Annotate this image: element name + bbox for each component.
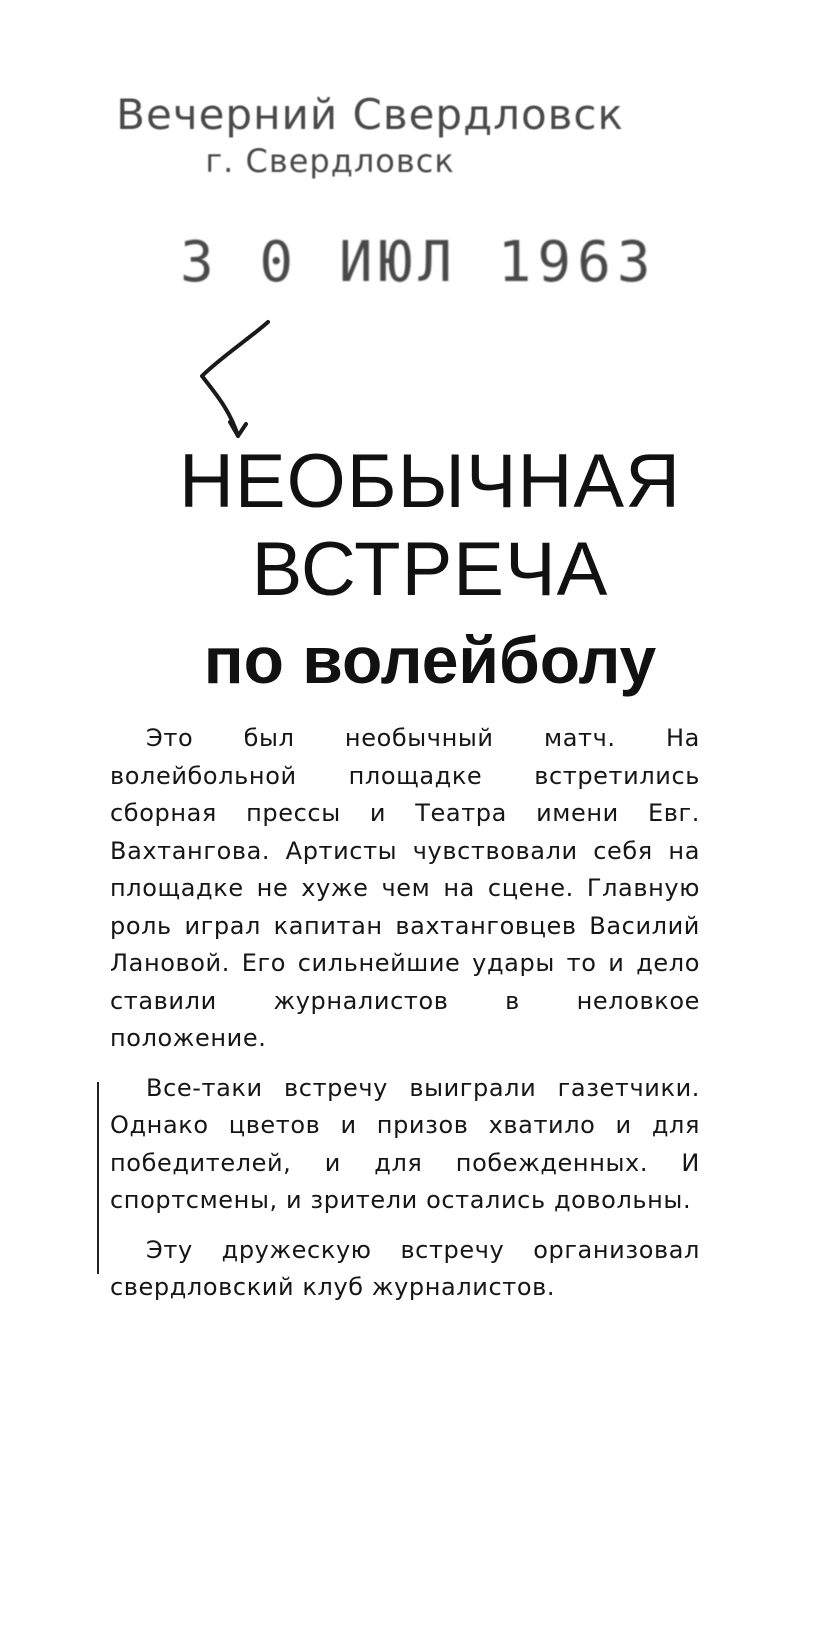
article-paragraph-1: Это был необычный матч. На волейбольной площадке встретились сборная прессы и Театра имени Евг. Вахтангова. Артисты чувствовали себя на площадке не хуже чем на сцене. Главную роль играл капитан вахтанговцев Василий Лановой. Его сильнейшие удары то и дело ставили журналистов в неловкое положение. bbox=[110, 724, 700, 1052]
archive-stamp bbox=[70, 80, 670, 320]
stamp-newspaper-name: Вечерний Свердловск bbox=[116, 90, 624, 139]
pen-mark bbox=[190, 318, 280, 448]
article-paragraph-2: Все-таки встречу выиграли газетчики. Однако цветов и призов хватило и для победителей, и для побежденных. И спортсмены, и зрители остались довольны. bbox=[110, 1073, 700, 1214]
stamp-city: г. Свердловск bbox=[205, 142, 455, 180]
headline-line-2: ВСТРЕЧА bbox=[251, 527, 609, 612]
margin-rule bbox=[97, 1082, 99, 1274]
headline-line-1: НЕОБЫЧНАЯ bbox=[179, 439, 681, 524]
article-body bbox=[110, 720, 700, 1319]
stamp-date: 3 0 ИЮЛ 1963 bbox=[180, 230, 657, 295]
article-paragraph-3: Эту дружескую встречу организовал свердловский клуб журналистов. bbox=[110, 1235, 700, 1301]
headline-line-3: по волейболу bbox=[203, 623, 657, 697]
